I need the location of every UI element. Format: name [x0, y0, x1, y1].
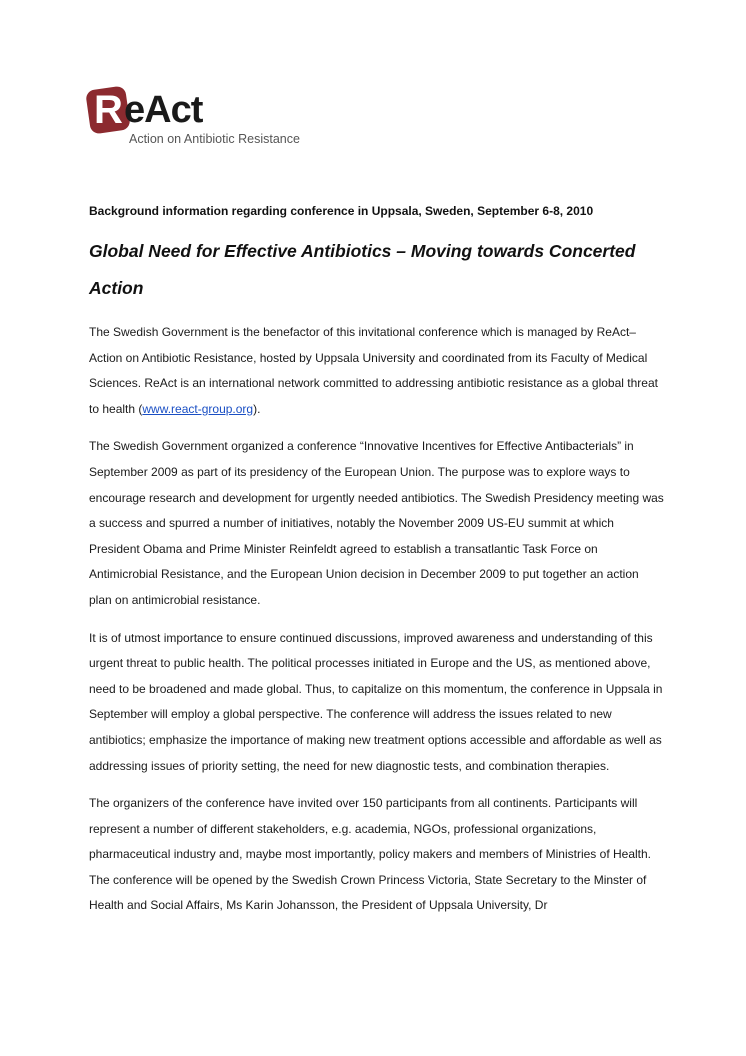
logo-word: eAct: [124, 89, 203, 131]
paragraph-2: The Swedish Government organized a conference “Innovative Incentives for Effective Antibacterials” in September 2009 as part of its presidency of the European Union. The purpose was to explore ways to encourage research and development for urgently needed antibiotics. The Swedish Presidency meeting was a success and spurred a number of initiatives, notably the November 2009 US-EU summit at which President Obama and Prime Minister Reinfeldt agreed to establish a transatlantic Task Force on Antimicrobial Resistance, and the European Union decision in December 2009 to put together an action plan on antimicrobial resistance.: [89, 439, 664, 607]
paragraph-4: The organizers of the conference have invited over 150 participants from all continents. Participants will represent a number of different stakeholders, e.g. academia, NGOs, professional organizations, pharmaceutical industry and, maybe most importantly, policy makers and members of Ministries of Health. The conference will be opened by the Swedish Crown Princess Victoria, State Secretary to the Minster of Health and Social Affairs, Ms Karin Johansson, the President of Uppsala University, Dr: [89, 796, 652, 913]
paragraph-1-text: The Swedish Government is the benefactor of this invitational conference which is managed by ReAct– Action on Antibiotic Resistance, hosted by Uppsala University and coordinated from its Faculty of Medical Sciences. ReAct is an international network committed to addressing antibiotic resistance as a global threat to health (: [89, 325, 658, 416]
document-body: [89, 320, 664, 931]
react-website-link[interactable]: www.react-group.org: [142, 401, 254, 416]
logo-tagline: Action on Antibiotic Resistance: [129, 132, 300, 146]
paragraph-1: [89, 320, 664, 422]
document-title: Global Need for Effective Antibiotics – Moving towards Concerted Action: [89, 241, 636, 298]
react-logo: [88, 87, 328, 149]
document-subtitle: Background information regarding conference in Uppsala, Sweden, September 6-8, 2010: [89, 204, 594, 218]
paragraph-1-end: ).: [253, 401, 261, 416]
logo-letter: R: [94, 88, 123, 132]
paragraph-3: It is of utmost importance to ensure continued discussions, improved awareness and understanding of this urgent threat to public health. The political processes initiated in Europe and the US, as mentioned above, need to be broadened and made global. Thus, to capitalize on this momentum, the conference in Uppsala in September will employ a global perspective. The conference will address the issues related to new antibiotics; emphasize the importance of making new treatment options accessible and affordable as well as addressing issues of priority setting, the need for new diagnostic tests, and combination therapies.: [89, 630, 663, 773]
